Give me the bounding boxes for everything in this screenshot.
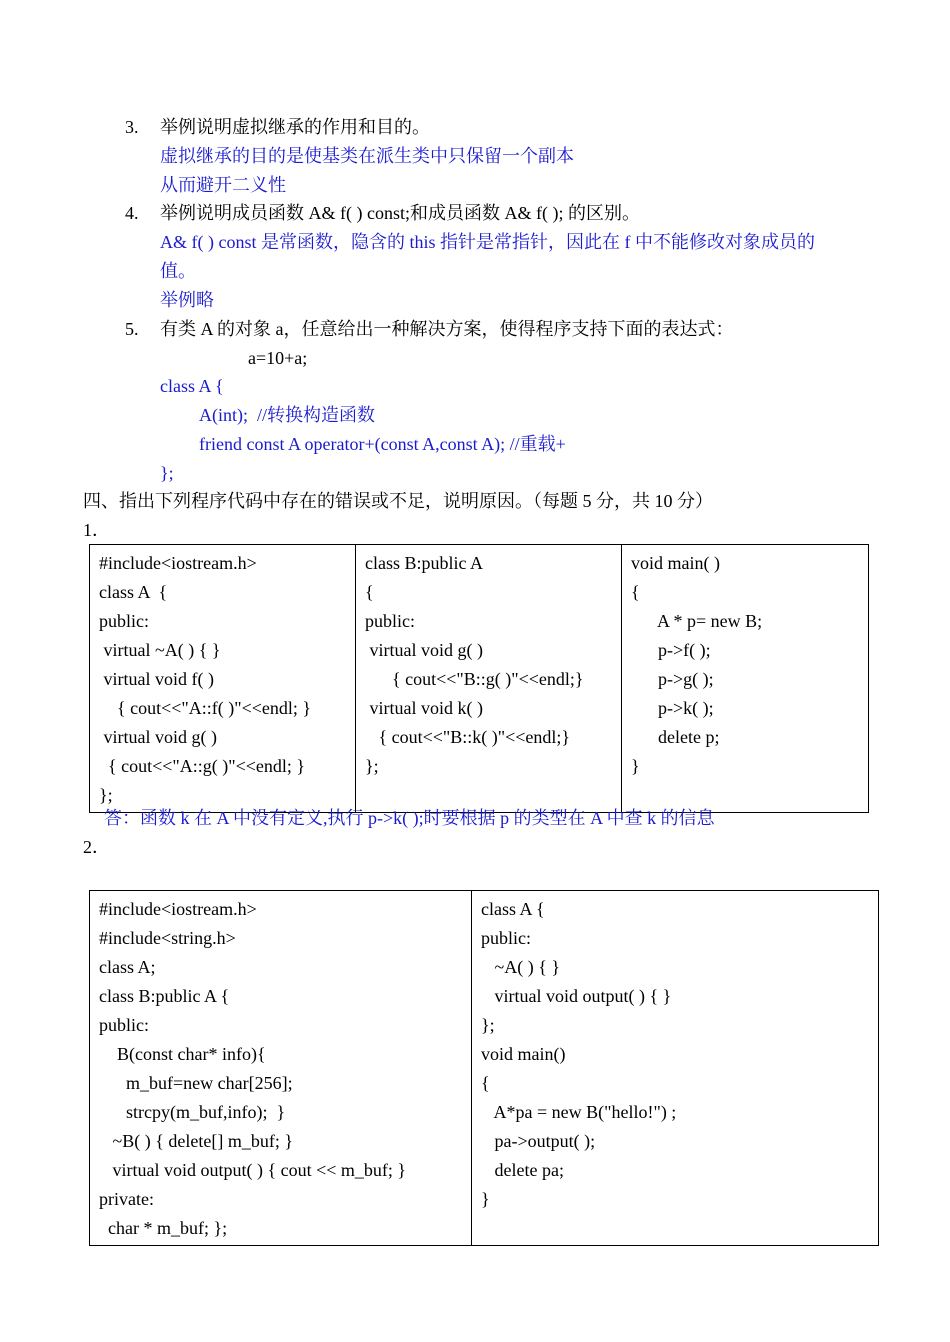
problem-1-code-table (89, 544, 869, 813)
code-line: { (481, 1073, 490, 1093)
code-line: ~B( ) { delete[] m_buf; } (99, 1131, 293, 1151)
code-line: class B:public A (365, 553, 483, 573)
q3-number: 3. (125, 117, 139, 137)
q4-text: 举例说明成员函数 A& f( ) const;和成员函数 A& f( ); 的区别。 (160, 203, 640, 223)
code-line: { (365, 582, 374, 602)
code-line: virtual void g( ) (365, 640, 483, 660)
q5-answer-line: friend const A operator+(const A,const A); //重载+ (199, 434, 566, 454)
q5-answer-line: A(int); //转换构造函数 (199, 405, 375, 425)
q4-number: 4. (125, 203, 139, 223)
q5-number: 5. (125, 319, 139, 339)
code-line: private: (99, 1189, 154, 1209)
code-line: }; (481, 1015, 495, 1035)
code-line: { cout<<"B::g( )"<<endl;} (365, 669, 584, 689)
code-line: virtual void k( ) (365, 698, 483, 718)
code-cell-main (622, 545, 869, 813)
code-line: p->g( ); (631, 669, 714, 689)
q3-text: 举例说明虚拟继承的作用和目的。 (160, 117, 430, 137)
code-line: virtual void output( ) { cout << m_buf; } (99, 1160, 407, 1180)
q3-answer-line: 从而避开二义性 (160, 175, 286, 195)
q5-answer-line: }; (160, 463, 174, 483)
code-line: A * p= new B; (631, 611, 763, 631)
code-line: } (631, 756, 640, 776)
q4-answer-line: 举例略 (160, 290, 214, 310)
code-cell-class-b (90, 891, 472, 1246)
code-cell-class-a (90, 545, 356, 813)
code-line: { cout<<"B::k( )"<<endl;} (365, 727, 571, 747)
code-line: public: (99, 1015, 149, 1035)
problem-2-code-table (89, 890, 879, 1246)
problem-1-answer: 答：函数 k 在 A 中没有定义,执行 p->k( );时要根据 p 的类型在 A 中查 k 的信息 (104, 808, 715, 828)
q5-expression: a=10+a; (248, 348, 308, 368)
q3-answer-line: 虚拟继承的目的是使基类在派生类中只保留一个副本 (160, 146, 574, 166)
code-line: class A; (99, 957, 156, 977)
code-line: virtual ~A( ) { } (99, 640, 221, 660)
code-line: public: (99, 611, 149, 631)
code-line: virtual void output( ) { } (481, 986, 672, 1006)
code-line: #include<string.h> (99, 928, 236, 948)
code-line: ~A( ) { } (481, 957, 561, 977)
code-line: #include<iostream.h> (99, 553, 257, 573)
code-line: virtual void f( ) (99, 669, 214, 689)
code-line: B(const char* info){ (99, 1044, 266, 1064)
code-line: { cout<<"A::g( )"<<endl; } (99, 756, 306, 776)
code-line: char * m_buf; }; (99, 1218, 228, 1238)
code-line: m_buf=new char[256]; (99, 1073, 293, 1093)
code-line: void main() (481, 1044, 566, 1064)
code-line: delete pa; (481, 1160, 564, 1180)
code-line: } (481, 1189, 490, 1209)
q5-text: 有类 A 的对象 a，任意给出一种解决方案，使得程序支持下面的表达式： (160, 319, 734, 339)
code-line: class A { (99, 582, 168, 602)
section-heading: 四、指出下列程序代码中存在的错误或不足，说明原因。（每题 5 分，共 10 分） (83, 491, 713, 511)
code-line: class A { (481, 899, 545, 919)
code-line: virtual void g( ) (99, 727, 217, 747)
problem-1-label: 1． (83, 520, 110, 540)
code-line: public: (481, 928, 531, 948)
code-line: void main( ) (631, 553, 720, 573)
problem-2-label: 2． (83, 837, 110, 857)
code-line: { cout<<"A::f( )"<<endl; } (99, 698, 312, 718)
code-line: strcpy(m_buf,info); } (99, 1102, 286, 1122)
code-line: pa->output( ); (481, 1131, 596, 1151)
code-line: class B:public A { (99, 986, 230, 1006)
q4-answer-line: A& f( ) const 是常函数，隐含的 this 指针是常指针，因此在 f 中不能修改对象成员的 (160, 232, 815, 252)
code-cell-class-a-main (472, 891, 879, 1246)
code-line: p->f( ); (631, 640, 711, 660)
code-line: { (631, 582, 640, 602)
code-line: }; (365, 756, 379, 776)
code-line: public: (365, 611, 415, 631)
code-line: delete p; (631, 727, 720, 747)
code-cell-class-b (356, 545, 622, 813)
code-line: p->k( ); (631, 698, 714, 718)
code-line: A*pa = new B("hello!") ; (481, 1102, 677, 1122)
code-line: }; (99, 785, 113, 805)
q4-answer-line: 值。 (160, 261, 196, 281)
code-line: #include<iostream.h> (99, 899, 257, 919)
q5-answer-line: class A { (160, 376, 224, 396)
